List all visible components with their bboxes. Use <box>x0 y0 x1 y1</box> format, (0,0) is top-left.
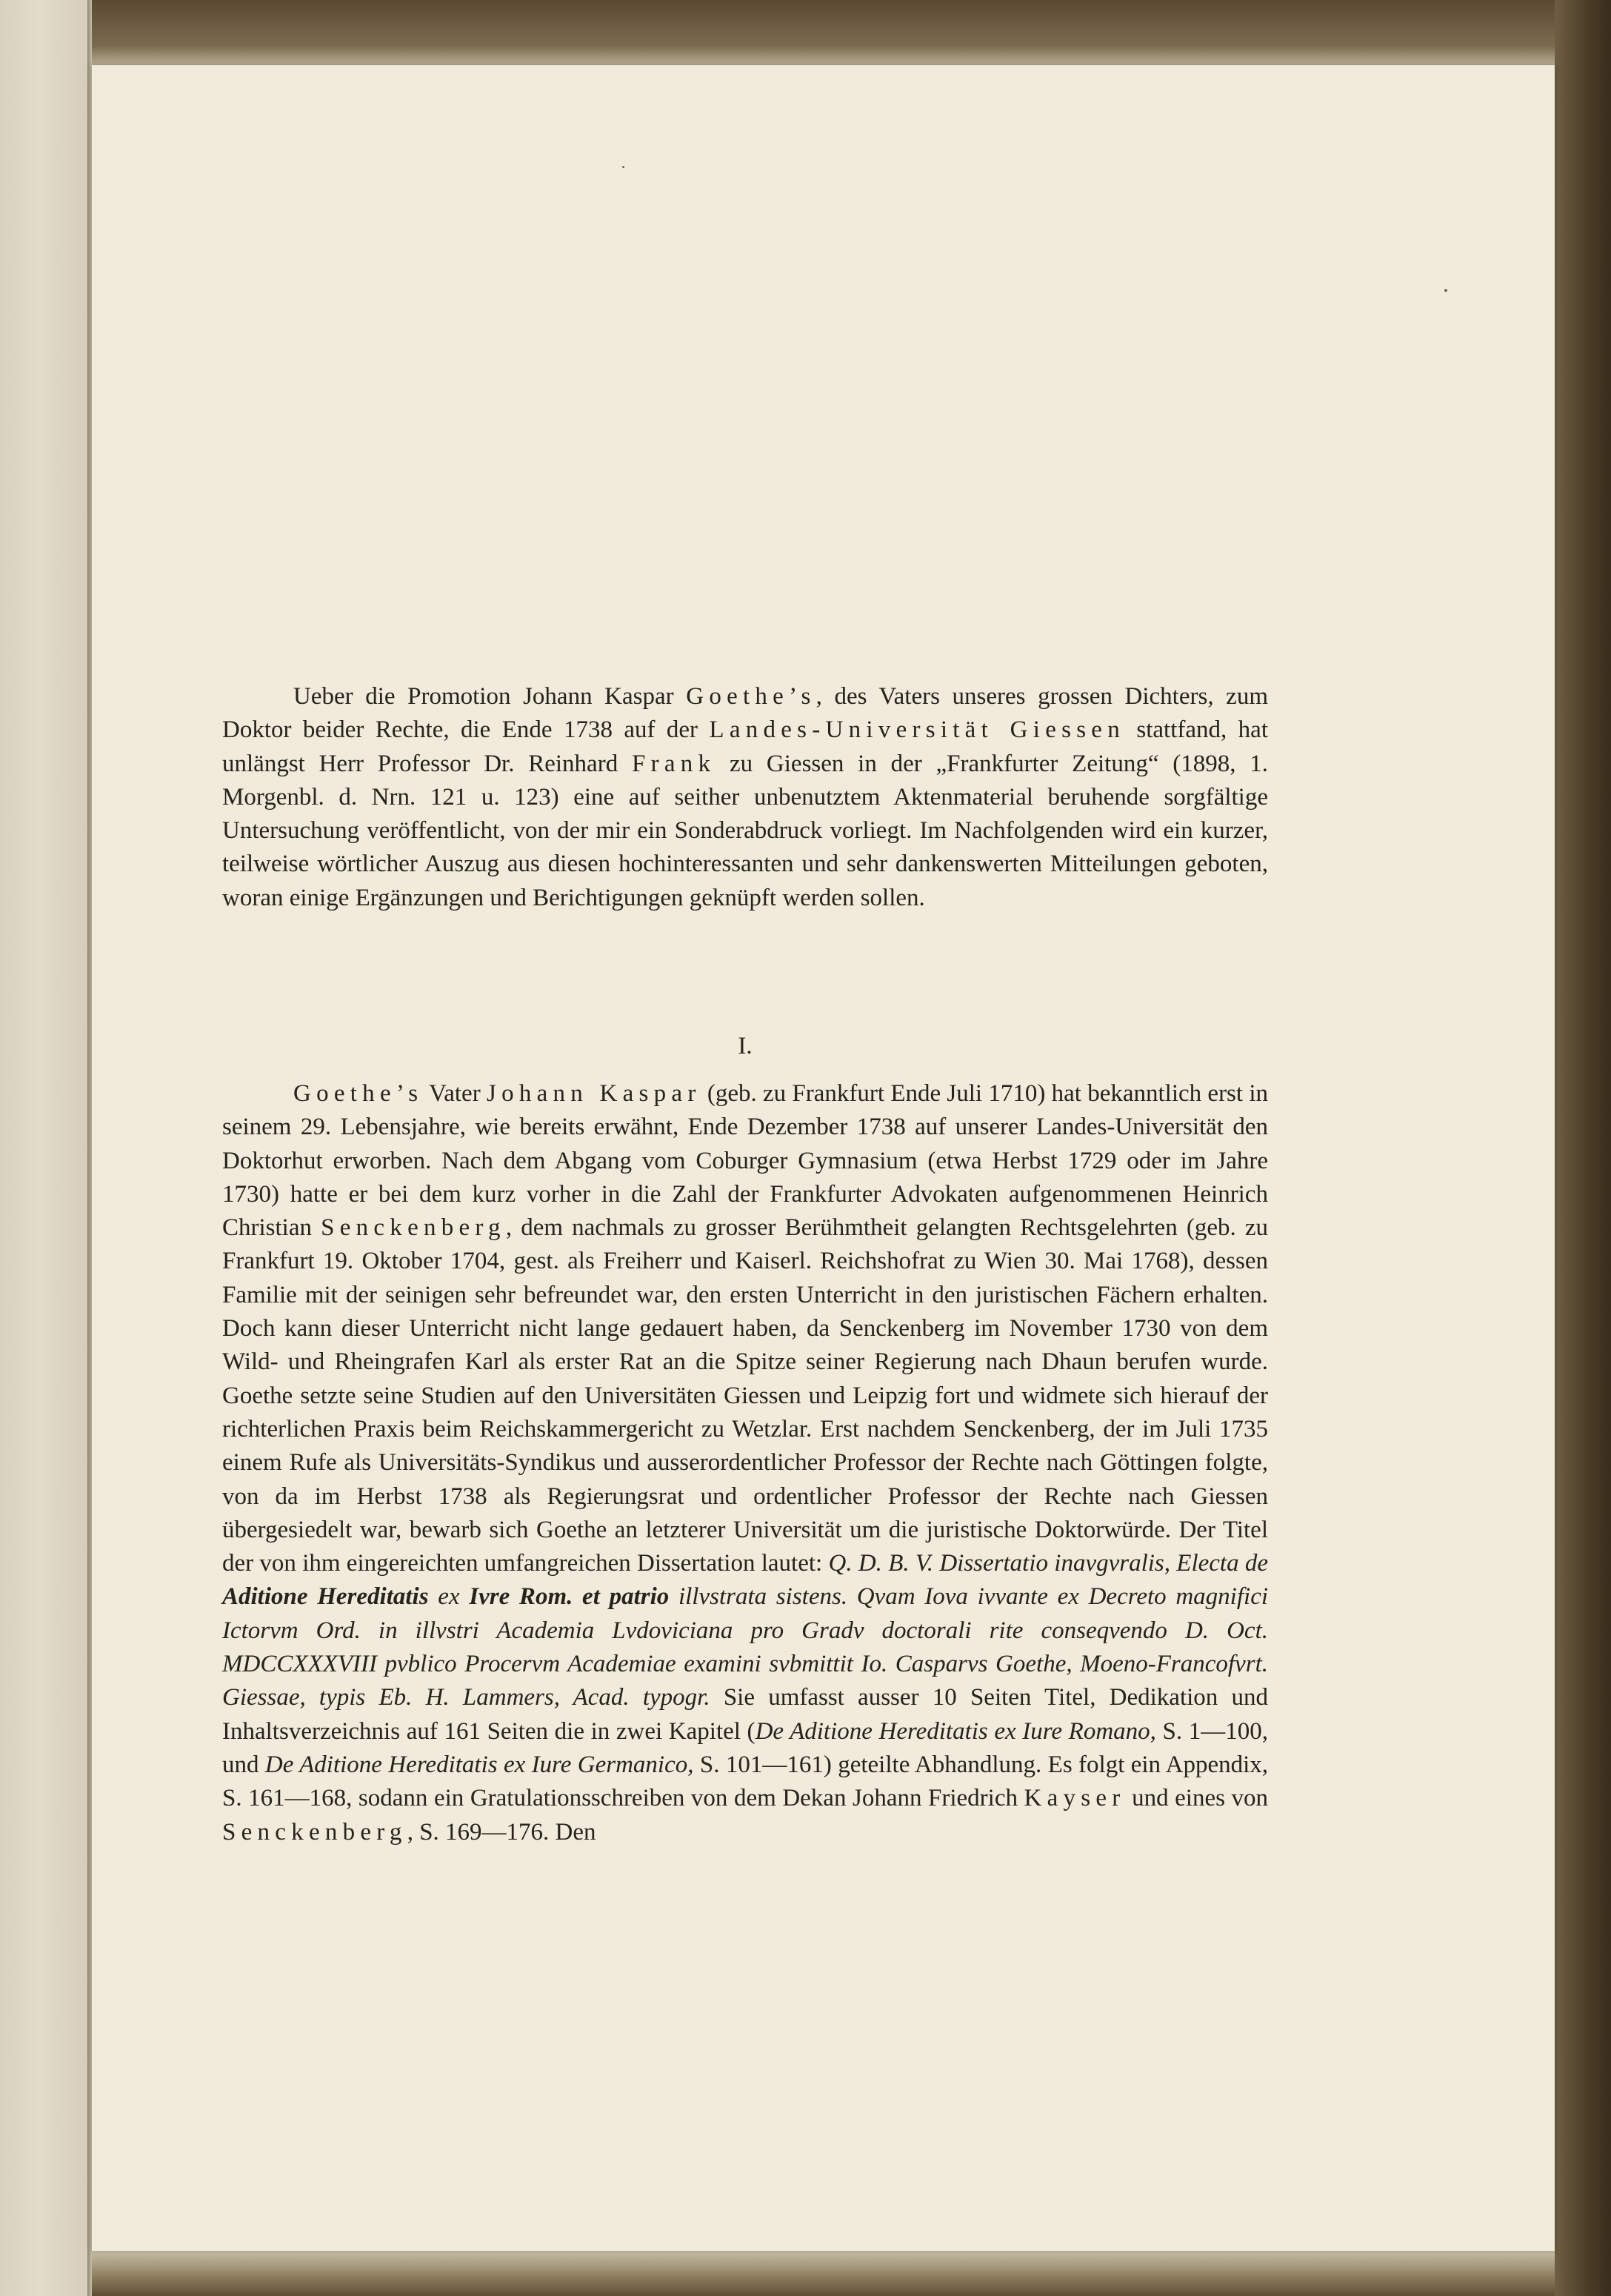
body-block <box>222 1077 1268 1849</box>
text-run: De Aditione Hereditatis ex Iure Romano, <box>755 1717 1156 1745</box>
text-run: Aditione Hereditatis <box>222 1583 429 1611</box>
text-run: Frank <box>631 750 716 777</box>
text-run: und eines von <box>1125 1785 1268 1812</box>
text-run: De Aditione Hereditatis ex Iure Germanico, <box>264 1751 694 1778</box>
scan-top-border <box>92 0 1555 65</box>
facing-page-edge <box>0 0 96 2296</box>
text-run: Goethe’s <box>293 1080 424 1107</box>
text-run: Kayser <box>1024 1785 1126 1812</box>
text-run: Vater <box>423 1080 487 1107</box>
text-run: S. 101—161) geteilte Abhandlung. Es folgt ein Appendix, S. 161—168, sodann ein Gratulationsschreiben von dem Dekan Johann Friedrich <box>222 1751 1269 1812</box>
section-numeral: I. <box>738 1033 753 1059</box>
text-run: , dem nachmals zu grosser Berühmtheit gelangten Rechtsgelehrten (geb. zu Frankfurt 19. Oktober 1704, gest. als Freiherr und Kaiserl. Reichshofrat zu Wien 30. Mai 1768), dessen Familie mit der seinigen sehr befreundet war, den ersten Unterricht in den juristischen Fächern erhalten. Doch kann dieser Unterricht nicht lange gedauert haben, da Senckenberg im November 1730 von dem Wild- und Rheingrafen Karl als erster Rat an die Spitze seiner Regierung nach Dhaun berufen wurde. Goethe setzte seine Studien auf den Universitäten Giessen und Leipzig fort und widmete sich hierauf der richterlichen Praxis beim Reichskammergericht zu Wetzlar. Erst nachdem Senckenberg, der im Juli 1735 einem Rufe als Universitäts-Syndikus und ausserordentlicher Professor der Rechte nach Göttingen folgte, von da im Herbst 1738 als Regierungsrat und ordentlicher Professor der Rechte nach Giessen übergesiedelt war, bewarb sich Goethe an letzterer Universität um die juristische Doktorwürde. Der Titel der von ihm eingereichten umfangreichen Dissertation lautet: <box>222 1214 1268 1577</box>
text-run: , des Vaters unseres grossen Dichters, zum Doktor beider Rechte, die Ende 1738 auf der <box>222 683 1268 744</box>
intro-paragraph <box>222 680 1268 915</box>
text-run: Q. D. B. V. Dissertatio inavgvralis, Electa de <box>828 1550 1268 1577</box>
text-run: stattfand, hat unlängst Herr Professor Dr. Reinhard <box>222 716 1268 777</box>
text-run: Ueber die Promotion Johann Kaspar <box>293 683 687 710</box>
text-run: Landes-Universität Giessen <box>709 716 1125 744</box>
intro-block <box>222 680 1268 915</box>
text-run: S. 1—100, und <box>222 1717 1268 1778</box>
text-run: Goethe’s <box>686 683 816 710</box>
text-run: , S. 169—176. Den <box>407 1818 596 1846</box>
paper-speck <box>1444 289 1447 292</box>
text-run: zu Giessen in der „Frankfurter Zeitung“ (1898, 1. Morgenbl. d. Nrn. 121 u. 123) eine auf seither unbenutztem Aktenmaterial beruhende sorgfältige Untersuchung veröffentlicht, von der mir ein Sonderabdruck vorliegt. Im Nachfolgenden wird ein kurzer, teilweise wörtlicher Auszug aus diesen hochinteressanten und sehr dankenswerten Mitteilungen geboten, woran einige Ergänzungen und Berichtigungen geknüpft werden sollen. <box>222 750 1268 911</box>
scan-right-border <box>1555 0 1611 2296</box>
text-run: Senckenberg <box>321 1214 506 1242</box>
main-paragraph <box>222 1077 1268 1849</box>
scan-bottom-border <box>92 2251 1555 2296</box>
text-run: Sie umfasst ausser 10 Seiten Titel, Dedikation und Inhaltsverzeichnis auf 161 Seiten die in zwei Kapitel ( <box>222 1684 1268 1745</box>
text-run: Johann Kaspar <box>486 1080 701 1107</box>
paper-speck <box>622 166 624 168</box>
text-run: Senckenberg <box>222 1818 407 1846</box>
text-run: illvstrata sistens. Qvam Iova ivvante ex Decreto magnifici Ictorvm Ord. in illvstri Academia Lvdoviciana pro Gradv doctorali rite conseqvendo D. Oct. MDCCXXXVIII pvblico Procervm Academiae examini svbmittit Io. Casparvs Goethe, Moeno-Francofvrt. Giessae, typis Eb. H. Lammers, Acad. typogr. <box>222 1583 1269 1711</box>
text-run: Ivre Rom. et patrio <box>469 1583 670 1611</box>
text-run: ex <box>428 1583 470 1611</box>
text-run: (geb. zu Frankfurt Ende Juli 1710) hat bekanntlich erst in seinem 29. Lebensjahre, wie bereits erwähnt, Ende Dezember 1738 auf unserer Landes-Universität den Doktorhut erworben. Nach dem Abgang vom Coburger Gymnasium (etwa Herbst 1729 oder im Jahre 1730) hatte er bei dem kurz vorher in die Zahl der Frankfurter Advokaten aufgenommenen Heinrich Christian <box>222 1080 1269 1242</box>
